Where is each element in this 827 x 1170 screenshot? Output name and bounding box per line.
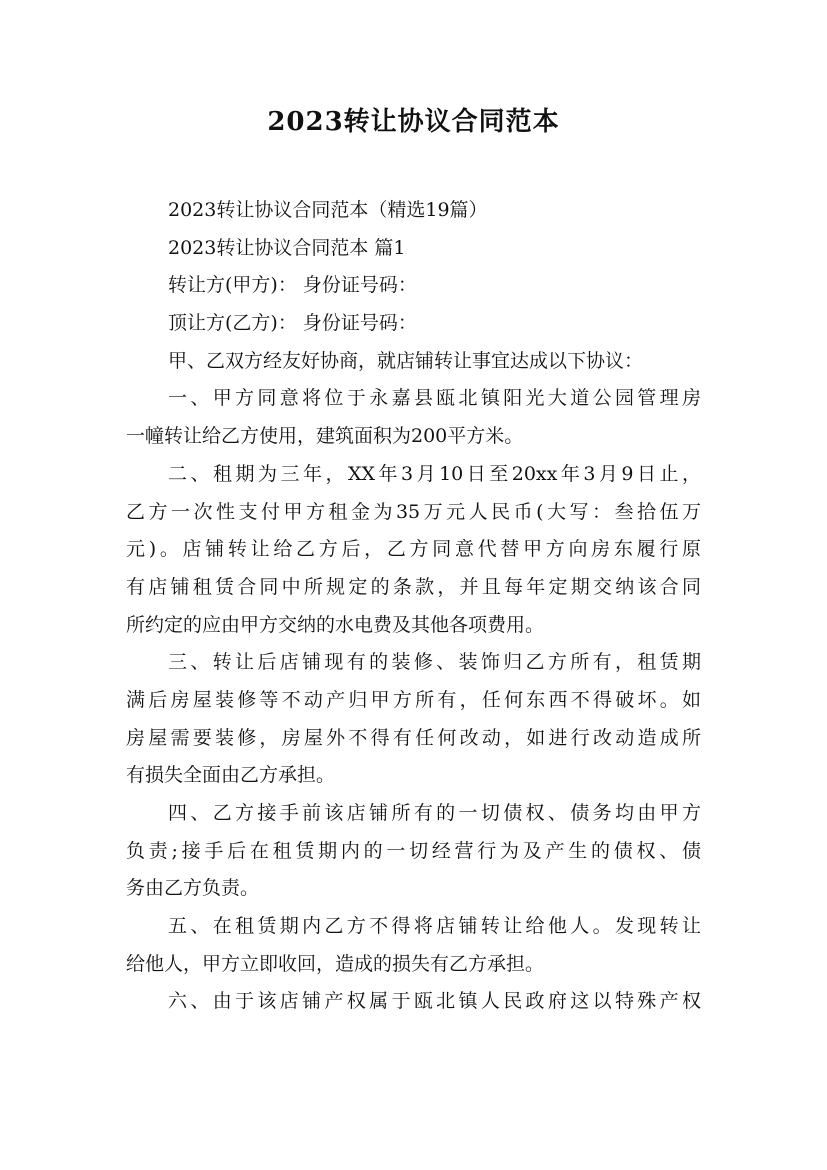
body-line: 务由乙方负责。 <box>126 877 260 900</box>
body-line: 有损失全面由乙方承担。 <box>126 764 336 787</box>
body-line: 给他人，甲方立即收回，造成的损失有乙方承担。 <box>126 952 545 975</box>
body-line: 2023转让协议合同范本（精选19篇） <box>168 199 488 221</box>
body-line: 乙方一次性支付甲方租金为35万元人民币(大写：叁拾伍万 <box>126 500 701 523</box>
document-body <box>126 192 701 1021</box>
body-line: 三、转让后店铺现有的装修、装饰归乙方所有，租赁期 <box>168 651 701 674</box>
body-line: 负责;接手后在租赁期内的一切经营行为及产生的债权、债 <box>126 839 701 862</box>
body-line: 2023转让协议合同范本 篇1 <box>168 236 406 259</box>
body-line: 一、甲方同意将位于永嘉县瓯北镇阳光大道公园管理房 <box>168 387 701 410</box>
body-line: 四、乙方接手前该店铺所有的一切债权、债务均由甲方 <box>168 802 701 824</box>
body-line: 满后房屋装修等不动产归甲方所有，任何东西不得破坏。如 <box>126 688 701 711</box>
body-line: 元)。店铺转让给乙方后，乙方同意代替甲方向房东履行原 <box>126 538 701 561</box>
body-line: 六、由于该店铺产权属于瓯北镇人民政府这以特殊产权 <box>168 990 701 1013</box>
body-line: 顶让方(乙方)： 身份证号码： <box>168 312 417 335</box>
body-line: 一幢转让给乙方使用，建筑面积为200平方米。 <box>126 425 524 448</box>
body-line: 有店铺租赁合同中所规定的条款，并且每年定期交纳该合同 <box>126 575 701 598</box>
body-line: 五、在租赁期内乙方不得将店铺转让给他人。发现转让 <box>168 915 701 938</box>
body-line: 所约定的应由甲方交纳的水电费及其他各项费用。 <box>126 613 545 636</box>
document-title: 2023转让协议合同范本 <box>267 107 560 137</box>
body-line: 转让方(甲方)： 身份证号码： <box>168 274 417 297</box>
body-line: 甲、乙双方经友好协商，就店铺转让事宜达成以下协议： <box>168 349 644 372</box>
body-line: 二、租期为三年，XX年3月10日至20xx年3月9日止， <box>168 462 701 485</box>
body-line: 房屋需要装修，房屋外不得有任何改动，如进行改动造成所 <box>126 726 701 749</box>
